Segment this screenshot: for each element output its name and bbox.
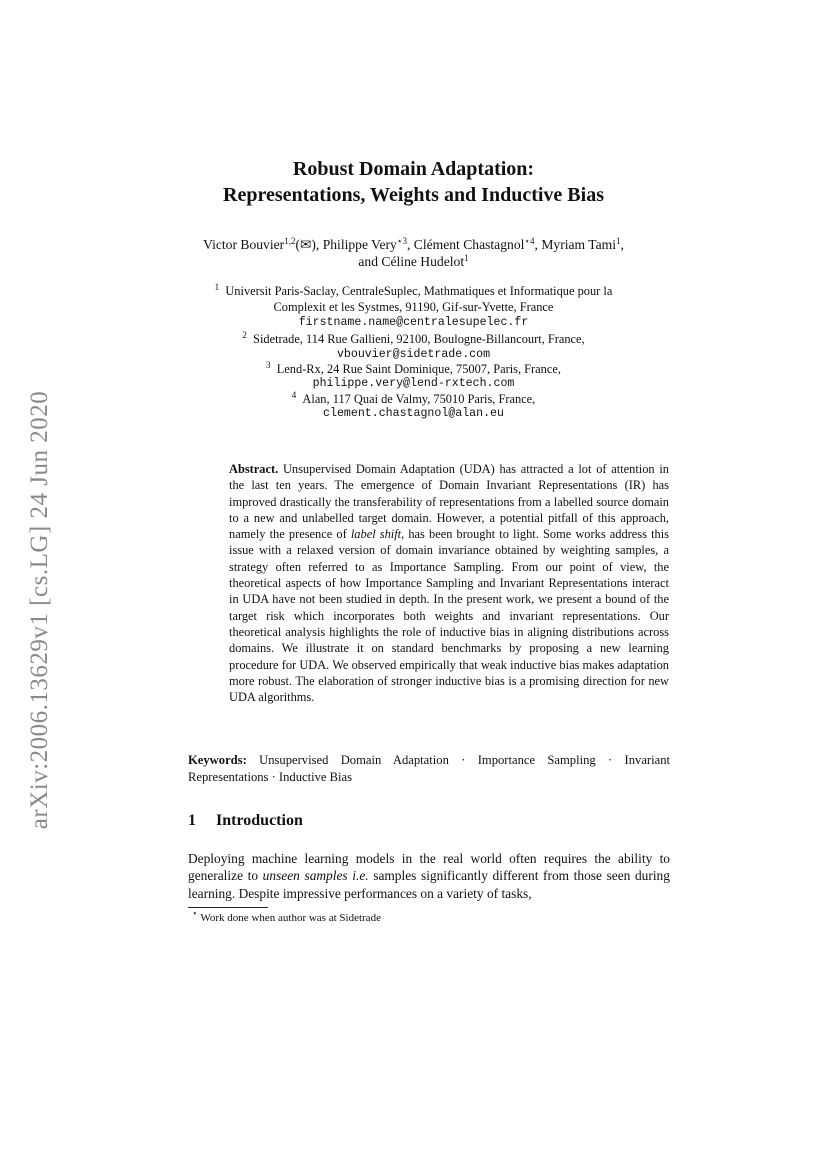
intro-text: samples significantly different from those seen during learning. Despite impressive performances on a variety of tasks, bbox=[188, 868, 670, 901]
paper-title-line-1: Robust Domain Adaptation: bbox=[292, 158, 535, 180]
abstract-label: Abstract. bbox=[229, 462, 279, 476]
intro-paragraph bbox=[188, 850, 670, 902]
author-name: Philippe Very bbox=[322, 237, 397, 252]
paper-title-line-2: Representations, Weights and Inductive Bias bbox=[223, 184, 604, 206]
intro-emphasis: unseen samples bbox=[262, 868, 348, 884]
affiliation-2-line-1 bbox=[0, 331, 827, 347]
author-name: Clément Chastagnol bbox=[413, 237, 525, 252]
affiliation-1-line-1 bbox=[0, 283, 827, 299]
affiliation-text: Lend-Rx, 24 Rue Saint Dominique, 75007, Paris, France, bbox=[276, 362, 561, 376]
intro-text: Deploying machine learning models in the real world often requires the ability to generalize to bbox=[188, 851, 670, 884]
footnote-mark: ⋆ bbox=[192, 908, 198, 918]
footnote bbox=[192, 908, 381, 924]
author-name: Myriam Tami bbox=[541, 237, 617, 252]
affiliation-number: 4 bbox=[291, 390, 297, 400]
affiliation-number: 1 bbox=[214, 282, 220, 292]
author-name: Céline Hudelot bbox=[381, 254, 465, 269]
section-title: Introduction bbox=[216, 812, 303, 829]
keywords-label: Keywords: bbox=[188, 753, 247, 767]
abstract bbox=[229, 461, 669, 705]
affiliation-4-line-1 bbox=[0, 391, 827, 407]
section-heading bbox=[188, 812, 303, 830]
footnote-text: Work done when author was at Sidetrade bbox=[200, 912, 381, 924]
author-affil-mark: ⋆3 bbox=[396, 236, 407, 246]
abstract-text: Unsupervised Domain Adaptation (UDA) has attracted a lot of attention in the last ten years. The emergence of Domain Invariant Representations (IR) has improved drastically the transferability of representations from a labelled source domain to a new and unlabelled target domain. However, a potential pitfall of this approach, namely the presence of bbox=[229, 462, 669, 542]
affiliation-number: 2 bbox=[242, 330, 247, 340]
author-list-line-1 bbox=[0, 236, 827, 253]
affiliation-email[interactable]: vbouvier@sidetrade.com bbox=[336, 348, 491, 361]
arxiv-identifier bbox=[18, 360, 62, 860]
affiliation-email[interactable]: firstname.name@centralesupelec.fr bbox=[298, 316, 529, 329]
author-affil-mark: 1,2 bbox=[284, 236, 296, 246]
author-affil-mark: ⋆4 bbox=[524, 236, 535, 246]
keywords bbox=[188, 752, 670, 786]
affiliation-email[interactable]: clement.chastagnol@alan.eu bbox=[323, 407, 504, 420]
author-name: Victor Bouvier bbox=[203, 237, 285, 252]
author-separator: (✉), bbox=[295, 237, 323, 252]
affiliation-3-line-1 bbox=[0, 361, 827, 377]
section-number: 1 bbox=[188, 812, 196, 829]
affiliation-text: Alan, 117 Quai de Valmy, 75010 Paris, France, bbox=[302, 392, 536, 406]
author-affil-mark: 1 bbox=[616, 236, 621, 246]
author-conjunction: and bbox=[358, 254, 382, 269]
affiliation-email[interactable]: philippe.very@lend-rxtech.com bbox=[312, 377, 515, 390]
arxiv-identifier-text: arXiv:2006.13629v1 [cs.LG] 24 Jun 2020 bbox=[26, 390, 53, 830]
keywords-text: Unsupervised Domain Adaptation · Importance Sampling · Invariant Representations · Inductive Bias bbox=[188, 753, 671, 784]
intro-emphasis: i.e. bbox=[352, 868, 369, 884]
author-affil-mark: 1 bbox=[464, 253, 469, 263]
author-separator: , bbox=[534, 237, 542, 252]
abstract-emphasis: label shift bbox=[350, 527, 402, 542]
author-separator: , bbox=[406, 237, 414, 252]
footnote-rule bbox=[188, 907, 268, 908]
affiliation-text: Sidetrade, 114 Rue Gallieni, 92100, Boulogne-Billancourt, France, bbox=[253, 332, 585, 346]
author-list-line-2 bbox=[0, 253, 827, 270]
abstract-text: , has been brought to light. Some works address this issue with a relaxed version of domain invariance obtained by weighting samples, a strategy often referred to as Importance Sampling. From our point of view, the theoretical aspects of how Importance Sampling and Invariant Representations interact in UDA have not been studied in depth. In the present work, we present a bound of the target risk which incorporates both weights and invariant representations. Our theoretical analysis highlights the role of inductive bias in aligning distributions across domains. We illustrate it on standard benchmarks by proposing a new learning procedure for UDA. We observed empirically that weak inductive bias makes adaptation more robust. The elaboration of stronger inductive bias is a promising direction for new UDA algorithms. bbox=[229, 527, 669, 705]
affiliation-text: Universit Paris-Saclay, CentraleSuplec, Mathmatiques et Informatique pour la bbox=[225, 284, 613, 298]
affiliation-text: Complexit et les Systmes, 91190, Gif-sur-Yvette, France bbox=[273, 300, 554, 314]
affiliation-number: 3 bbox=[266, 360, 271, 370]
author-separator: , bbox=[620, 237, 624, 252]
